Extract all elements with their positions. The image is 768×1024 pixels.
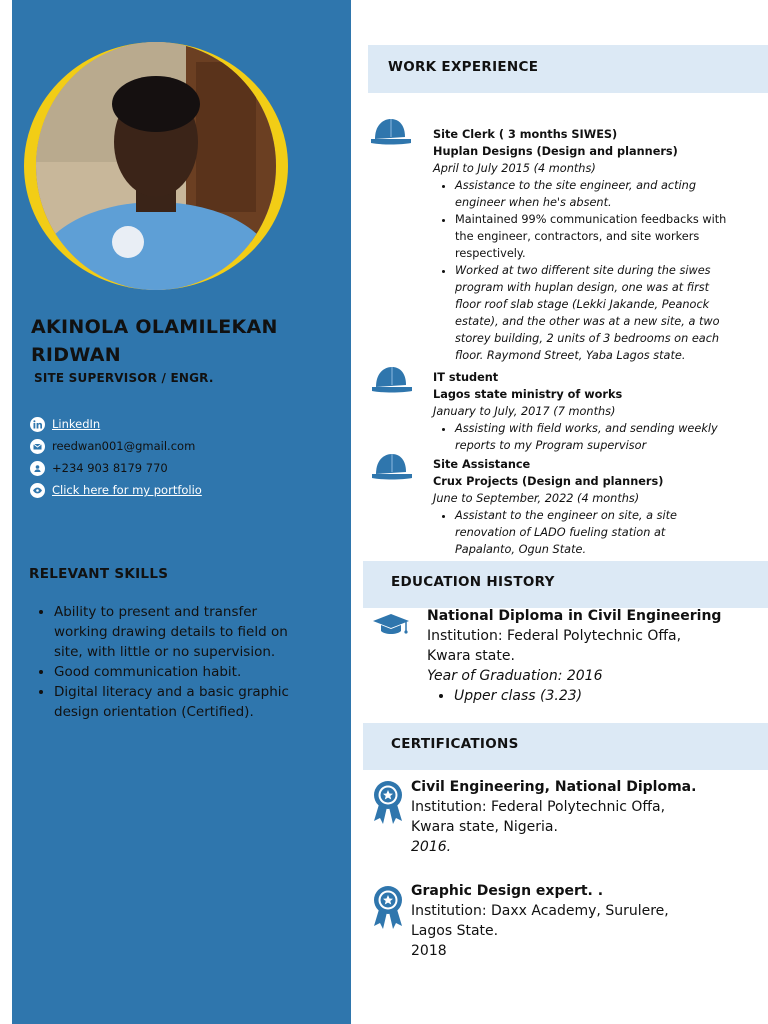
candidate-name — [31, 313, 331, 369]
cert-name: Civil Engineering, National Diploma. — [411, 779, 697, 795]
contact-phone — [30, 457, 202, 479]
cert-year: 2018 — [411, 943, 447, 959]
mail-icon — [30, 439, 45, 454]
job-dates: January to July, 2017 (7 months) — [433, 405, 616, 418]
award-medal-icon — [371, 779, 405, 825]
name-line-2: RIDWAN — [31, 344, 121, 366]
certification-entry-1 — [411, 777, 721, 857]
skill-item: • Digital literacy and a basic graphic design orientation (Certified). — [54, 682, 294, 722]
hard-hat-icon — [372, 365, 412, 395]
job-title: Site Assistance — [433, 458, 531, 471]
cert-institution: Institution: Daxx Academy, Surulere, Lagos State. — [411, 903, 669, 939]
degree: National Diploma in Civil Engineering — [427, 608, 722, 624]
job-bullet: • Assistant to the engineer on site, a site renovation of LADO fueling station at Papalanto, Ogun State. — [455, 507, 713, 558]
cert-year: 2016. — [411, 839, 452, 855]
certification-entry-2 — [411, 881, 721, 961]
job-entry-2 — [433, 369, 733, 454]
job-entry-1 — [433, 126, 733, 364]
certifications-title: CERTIFICATIONS — [391, 736, 519, 752]
job-role: SITE SUPERVISOR / ENGR. — [34, 371, 214, 385]
job-title: IT student — [433, 371, 499, 384]
job-bullet: • Maintained 99% communication feedbacks with the engineer, contractors, and site workers respectively. — [455, 211, 733, 262]
work-title: WORK EXPERIENCE — [388, 59, 539, 75]
linkedin-link[interactable]: LinkedIn — [52, 417, 101, 431]
name-line-1: AKINOLA OLAMILEKAN — [31, 316, 278, 338]
job-title: Site Clerk ( 3 months SIWES) — [433, 128, 618, 141]
education-entry — [427, 606, 747, 706]
contact-linkedin — [30, 413, 202, 435]
hard-hat-icon — [372, 452, 412, 482]
job-bullet: • Assistance to the site engineer, and acting engineer when he's absent. — [455, 177, 733, 211]
job-dates: June to September, 2022 (4 months) — [433, 492, 640, 505]
contact-email — [30, 435, 202, 457]
linkedin-icon — [30, 417, 45, 432]
skills-list — [54, 602, 294, 722]
hard-hat-icon — [371, 117, 411, 147]
skill-item: • Ability to present and transfer working drawing details to field on site, with little or no supervision. — [54, 602, 294, 662]
profile-photo — [36, 42, 276, 290]
user-icon — [30, 461, 45, 476]
graduation-year: Year of Graduation: 2016 — [427, 668, 603, 684]
skill-item: • Good communication habit. — [54, 662, 294, 682]
job-bullet: • Worked at two different site during the siwes program with huplan design, one was at first floor roof slab stage (Lekki Jakande, Peanock estate), and the other was at a new site, a two storey building, 2 units of 3 bedrooms on each floor. Raymond Street, Yaba Lagos state. — [455, 262, 733, 364]
skills-title: RELEVANT SKILLS — [29, 566, 169, 582]
cert-institution: Institution: Federal Polytechnic Offa, Kwara state, Nigeria. — [411, 799, 666, 835]
job-company: Crux Projects (Design and planners) — [433, 475, 664, 488]
email-text: reedwan001@gmail.com — [52, 439, 196, 453]
contact-list — [30, 413, 202, 501]
cert-name: Graphic Design expert. . — [411, 883, 604, 899]
graduation-cap-icon — [371, 612, 411, 638]
education-bullet: • Upper class (3.23) — [454, 686, 747, 706]
institution: Institution: Federal Polytechnic Offa, Kwara state. — [427, 628, 682, 664]
phone-text: +234 903 8179 770 — [52, 461, 168, 475]
award-medal-icon — [371, 884, 405, 930]
job-entry-3 — [433, 456, 713, 558]
education-title: EDUCATION HISTORY — [391, 574, 555, 590]
job-company: Huplan Designs (Design and planners) — [433, 145, 678, 158]
job-company: Lagos state ministry of works — [433, 388, 623, 401]
job-bullet: • Assisting with field works, and sending weekly reports to my Program supervisor — [455, 420, 733, 454]
eye-icon — [30, 483, 45, 498]
contact-portfolio — [30, 479, 202, 501]
job-dates: April to July 2015 (4 months) — [433, 162, 596, 175]
portfolio-link[interactable]: Click here for my portfolio — [52, 483, 202, 497]
